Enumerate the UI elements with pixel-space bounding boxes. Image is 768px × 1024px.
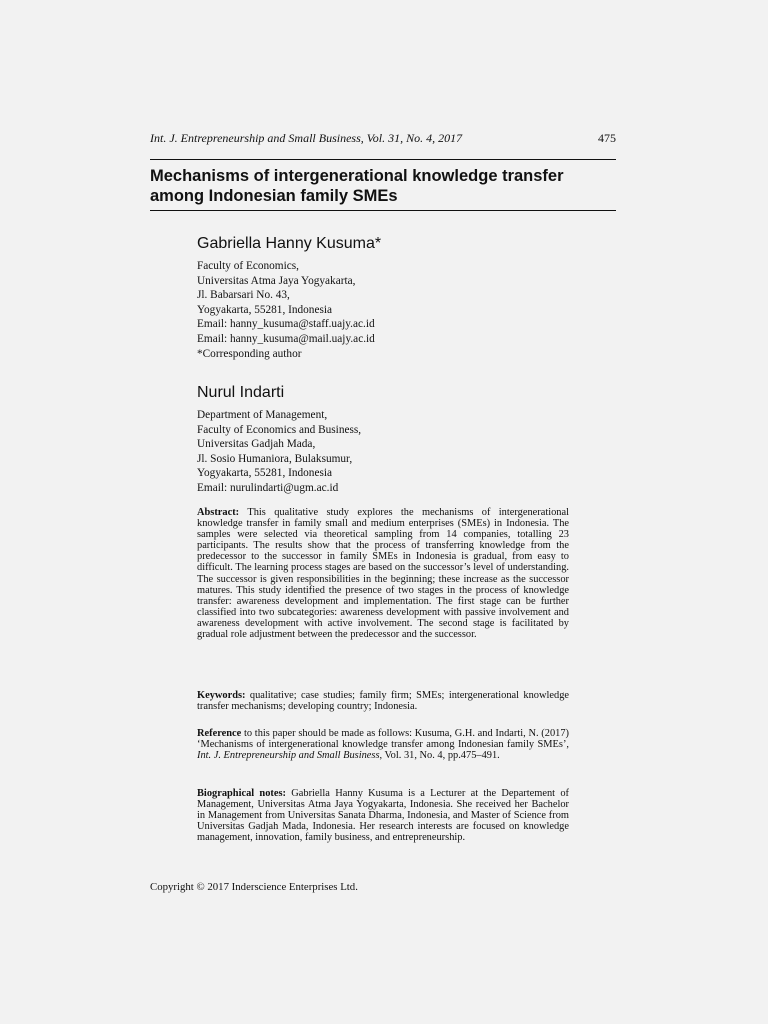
author-block-1	[197, 234, 577, 361]
affiliation-line: Jl. Babarsari No. 43,	[197, 289, 290, 302]
article-title-line-2: among Indonesian family SMEs	[150, 187, 398, 205]
corresponding-author-note: *Corresponding author	[197, 347, 302, 360]
email-line: Email: nurulindarti@ugm.ac.id	[197, 481, 339, 494]
email-line: Email: hanny_kusuma@mail.uajy.ac.id	[197, 332, 375, 345]
keywords	[197, 690, 569, 712]
affiliation-line: Universitas Gadjah Mada,	[197, 438, 316, 451]
keywords-text: qualitative; case studies; family firm; SMEs; intergenerational knowledge transfer mechanisms; developing country; Indonesia.	[197, 690, 569, 713]
affiliation-line: Yogyakarta, 55281, Indonesia	[197, 467, 333, 480]
keywords-label: Keywords:	[197, 690, 246, 701]
reference-volume: , Vol. 31, No. 4, pp.475–491.	[379, 750, 500, 762]
article-title	[150, 166, 620, 206]
journal-citation: Int. J. Entrepreneurship and Small Business, Vol. 31, No. 4, 2017	[150, 131, 463, 145]
bio-text: Gabriella Hanny Kusuma is a Lecturer at the Departement of Management, Universitas Atma Jaya Yogyakarta, Indonesia. She received her Bachelor in Management from Universitas Sanata Dharma, Indonesia, and Master of Science from Universitas Gadjah Mada, Indonesia. Her research interests are focused on knowledge management, innovation, family business, and entrepreneurship.	[197, 788, 569, 844]
abstract	[197, 507, 569, 640]
bio-label: Biographical notes:	[197, 788, 286, 799]
biographical-notes	[197, 788, 569, 843]
reference-label: Reference	[197, 728, 242, 739]
affiliation-line: Universitas Atma Jaya Yogyakarta,	[197, 274, 356, 287]
affiliation-line: Jl. Sosio Humaniora, Bulaksumur,	[197, 452, 353, 465]
running-header	[150, 131, 616, 146]
reference-text: to this paper should be made as follows: Kusuma, G.H. and Indarti, N. (2017) ‘Mechanisms of intergenerational knowledge transfer among Indonesian family SMEs’,	[197, 728, 569, 751]
affiliation-line: Department of Management,	[197, 409, 328, 421]
abstract-text: This qualitative study explores the mechanisms of intergenerational knowledge transfer in family small and medium enterprises (SMEs) in Indonesia. The samples were selected via theoretical sampling from 14 companies, totalling 23 participants. The results show that the process of transferring knowledge from the predecessor to the successor in family SMEs in Indonesia is gradual, from easy to difficult. The learning process stages are based on the successor’s level of understanding. The successor is given responsibilities in the beginning; these increase as the successor matures. This study identified the presence of two stages in the process of knowledge transfer: awareness development and implementation. The first stage can be further classified into two subcategories: awareness development with passive involvement and awareness development with active involvement. The second stage is facilitated by gradual role adjustment between the predecessor and the successor.	[197, 507, 569, 641]
page-number: 475	[598, 131, 616, 145]
author-name: Nurul Indarti	[197, 384, 285, 401]
reference-note	[197, 728, 569, 761]
author-block-2	[197, 383, 577, 496]
reference-journal: Int. J. Entrepreneurship and Small Business	[197, 750, 380, 762]
affiliation-line: Faculty of Economics and Business,	[197, 423, 362, 436]
affiliation-line: Yogyakarta, 55281, Indonesia	[197, 303, 333, 316]
affiliation-line: Faculty of Economics,	[197, 260, 299, 272]
abstract-label: Abstract:	[197, 507, 240, 518]
copyright-notice: Copyright © 2017 Inderscience Enterprises Ltd.	[150, 881, 358, 893]
article-title-line-1: Mechanisms of intergenerational knowledge transfer	[150, 167, 564, 185]
author-name: Gabriella Hanny Kusuma*	[197, 235, 382, 252]
email-line: Email: hanny_kusuma@staff.uajy.ac.id	[197, 318, 375, 331]
title-rule-bottom	[150, 210, 616, 211]
title-rule-top	[150, 159, 616, 160]
